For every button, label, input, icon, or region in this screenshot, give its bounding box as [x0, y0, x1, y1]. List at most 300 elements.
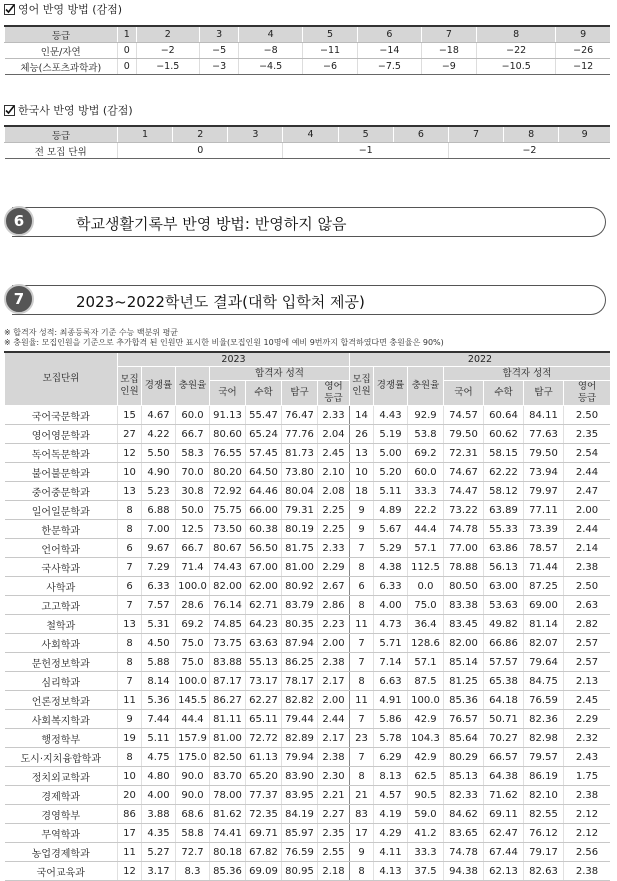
result-value: 8: [118, 634, 142, 653]
result-value: 82.33: [444, 786, 484, 805]
table-row: [5, 520, 611, 539]
fill-rate-header: 충원율: [176, 367, 210, 406]
result-value: 74.67: [444, 463, 484, 482]
result-value: 7: [118, 596, 142, 615]
result-value: 2.44: [564, 463, 611, 482]
result-value: 17: [350, 824, 374, 843]
result-value: 3.17: [142, 862, 176, 881]
result-value: 74.78: [444, 520, 484, 539]
result-value: 23: [350, 729, 374, 748]
result-value: 12: [118, 444, 142, 463]
result-value: 12: [118, 862, 142, 881]
result-value: 11: [118, 691, 142, 710]
unit-name: 국사학과: [5, 558, 118, 577]
result-value: 5.27: [142, 843, 176, 862]
unit-name: 중어중문학과: [5, 482, 118, 501]
english-title-text: 영어 반영 방법 (감점): [18, 3, 123, 16]
grade-value: 0: [118, 43, 137, 59]
result-value: 87.17: [210, 672, 246, 691]
result-value: 7.14: [374, 653, 408, 672]
fill-rate-header: 충원율: [408, 367, 444, 406]
result-value: 10: [118, 463, 142, 482]
grade-value: −14: [358, 43, 421, 59]
result-value: 80.20: [210, 463, 246, 482]
result-value: 80.35: [282, 615, 318, 634]
result-value: 6.33: [374, 577, 408, 596]
result-value: 72.72: [246, 729, 282, 748]
unit-name: 일어일문학과: [5, 501, 118, 520]
section-7-title: 2023~2022학년도 결과(대학 입학처 제공): [76, 293, 365, 311]
result-value: 73.39: [524, 520, 564, 539]
result-value: 2.13: [564, 672, 611, 691]
result-value: 76.57: [444, 710, 484, 729]
result-value: 4.22: [142, 425, 176, 444]
unit-name: 경제학과: [5, 786, 118, 805]
result-value: 33.3: [408, 843, 444, 862]
result-value: 2.18: [318, 862, 350, 881]
result-value: 10: [118, 767, 142, 786]
result-value: 37.5: [408, 862, 444, 881]
result-value: 69.71: [246, 824, 282, 843]
grade-value: −1.5: [136, 59, 199, 75]
result-value: 66.86: [484, 634, 524, 653]
result-value: 85.13: [444, 767, 484, 786]
result-value: 8: [118, 520, 142, 539]
result-value: 74.43: [210, 558, 246, 577]
result-value: 85.97: [282, 824, 318, 843]
result-value: 4.50: [142, 634, 176, 653]
result-value: 2.57: [564, 634, 611, 653]
result-value: 57.45: [246, 444, 282, 463]
result-value: 112.5: [408, 558, 444, 577]
result-value: 80.67: [210, 539, 246, 558]
result-value: 57.1: [408, 539, 444, 558]
result-value: 2.25: [318, 501, 350, 520]
result-value: 8: [350, 672, 374, 691]
results-table: [4, 351, 610, 881]
result-value: 80.50: [444, 577, 484, 596]
result-value: 73.94: [524, 463, 564, 482]
result-value: 11: [350, 691, 374, 710]
result-value: 14: [350, 406, 374, 425]
result-value: 42.9: [408, 710, 444, 729]
history-score-table: [4, 125, 610, 159]
result-value: 72.35: [246, 805, 282, 824]
table-row: [5, 463, 611, 482]
result-value: 62.13: [484, 862, 524, 881]
result-value: 69.2: [408, 444, 444, 463]
result-value: 2.63: [564, 596, 611, 615]
result-value: 55.33: [484, 520, 524, 539]
result-value: 9: [118, 710, 142, 729]
result-value: 6: [350, 577, 374, 596]
unit-name: 농업경제학과: [5, 843, 118, 862]
unit-name: 사회학과: [5, 634, 118, 653]
result-value: 64.46: [246, 482, 282, 501]
result-value: 104.3: [408, 729, 444, 748]
english-section-title: [4, 3, 122, 17]
grade-header-cell: 8: [504, 126, 559, 143]
result-value: 175.0: [176, 748, 210, 767]
table-row: [5, 596, 611, 615]
result-value: 64.38: [484, 767, 524, 786]
result-value: 22.2: [408, 501, 444, 520]
result-value: 2.50: [564, 577, 611, 596]
result-value: 82.63: [524, 862, 564, 881]
result-value: 2.00: [318, 691, 350, 710]
result-value: 78.00: [210, 786, 246, 805]
result-value: 4.89: [374, 501, 408, 520]
grade-value: −5: [199, 43, 239, 59]
result-value: 5.11: [374, 482, 408, 501]
unit-name: 심리학과: [5, 672, 118, 691]
result-value: 9: [350, 501, 374, 520]
result-value: 58.8: [176, 824, 210, 843]
result-value: 77.37: [246, 786, 282, 805]
result-value: 85.14: [444, 653, 484, 672]
grade-header-cell: 6: [358, 26, 421, 43]
score-group-header: 합격자 성적: [444, 367, 611, 381]
result-value: 60.64: [484, 406, 524, 425]
result-value: 4.43: [374, 406, 408, 425]
result-value: 7: [118, 672, 142, 691]
result-value: 2.33: [318, 406, 350, 425]
history-section-title: [4, 104, 133, 118]
result-value: 65.20: [246, 767, 282, 786]
result-value: 2.38: [564, 558, 611, 577]
table-header-row: [5, 126, 611, 143]
result-value: 2.56: [564, 843, 611, 862]
result-value: 84.19: [282, 805, 318, 824]
result-value: 7: [350, 634, 374, 653]
recruit-header: 모집 인원: [350, 367, 374, 406]
unit-name: 문헌정보학과: [5, 653, 118, 672]
result-value: 75.75: [210, 501, 246, 520]
grade-value: −4.5: [239, 59, 302, 75]
table-row: [5, 501, 611, 520]
result-value: 4.73: [374, 615, 408, 634]
result-value: 6.33: [142, 577, 176, 596]
result-value: 69.09: [246, 862, 282, 881]
result-value: 2.33: [318, 539, 350, 558]
result-value: 77.00: [444, 539, 484, 558]
result-value: 81.00: [282, 558, 318, 577]
result-value: 13: [350, 444, 374, 463]
result-value: 60.0: [176, 406, 210, 425]
result-value: 62.27: [246, 691, 282, 710]
result-value: 2.38: [564, 862, 611, 881]
unit-name: 국어국문학과: [5, 406, 118, 425]
result-value: 77.76: [282, 425, 318, 444]
result-value: 9: [350, 843, 374, 862]
result-value: 4.13: [374, 862, 408, 881]
result-value: 7.57: [142, 596, 176, 615]
result-value: 65.38: [484, 672, 524, 691]
note-line: ※ 합격자 성적: 최종등록자 기준 수능 백분위 평균: [4, 328, 179, 337]
result-value: 2.35: [318, 824, 350, 843]
table-row: [5, 406, 611, 425]
section-number-badge: 7: [4, 284, 34, 314]
result-value: 4.19: [374, 805, 408, 824]
result-value: 44.4: [176, 710, 210, 729]
unit-name: 행정학부: [5, 729, 118, 748]
result-value: 76.59: [524, 691, 564, 710]
result-value: 62.47: [484, 824, 524, 843]
result-value: 2.32: [564, 729, 611, 748]
result-value: 4.75: [142, 748, 176, 767]
result-value: 6.88: [142, 501, 176, 520]
grade-value: 0: [118, 59, 137, 75]
grade-header-cell: 5: [338, 126, 393, 143]
result-value: 8: [118, 748, 142, 767]
result-value: 145.5: [176, 691, 210, 710]
year-header-row: [5, 352, 611, 367]
result-value: 66.57: [484, 748, 524, 767]
result-value: 57.57: [484, 653, 524, 672]
result-value: 55.47: [246, 406, 282, 425]
result-value: 5.78: [374, 729, 408, 748]
result-value: 4.90: [142, 463, 176, 482]
result-value: 82.10: [524, 786, 564, 805]
result-value: 81.62: [210, 805, 246, 824]
result-value: 2.25: [318, 520, 350, 539]
note-line: ※ 충원율: 모집인원을 기준으로 추가합격 된 인원만 표시한 비율(모집인원 10명에 예비 9번까지 합격하였다면 충원율은 90%): [4, 338, 444, 347]
table-row: [5, 805, 611, 824]
result-value: 8: [350, 862, 374, 881]
result-value: 2.43: [564, 748, 611, 767]
result-value: 57.1: [408, 653, 444, 672]
result-value: 8.3: [176, 862, 210, 881]
result-value: 27: [118, 425, 142, 444]
table-row: [5, 482, 611, 501]
result-value: 17: [118, 824, 142, 843]
table-row: [5, 539, 611, 558]
competition-header: 경쟁률: [142, 367, 176, 406]
result-value: 157.9: [176, 729, 210, 748]
grade-header-cell: 8: [477, 26, 556, 43]
table-row: [5, 862, 611, 881]
result-value: 82.00: [444, 634, 484, 653]
result-value: 60.38: [246, 520, 282, 539]
result-value: 76.12: [524, 824, 564, 843]
result-value: 82.89: [282, 729, 318, 748]
unit-name: 불어불문학과: [5, 463, 118, 482]
result-value: 2.57: [564, 653, 611, 672]
result-value: 5.50: [142, 444, 176, 463]
result-value: 82.50: [210, 748, 246, 767]
result-value: 74.85: [210, 615, 246, 634]
result-value: 79.94: [282, 748, 318, 767]
unit-name: 한문학과: [5, 520, 118, 539]
result-value: 100.0: [176, 672, 210, 691]
inquiry-header: 탐구: [282, 381, 318, 406]
result-value: 5.88: [142, 653, 176, 672]
section-6-title: 학교생활기록부 반영 방법: 반영하지 않음: [76, 215, 347, 233]
table-row: [5, 43, 611, 59]
result-value: 5.31: [142, 615, 176, 634]
result-value: 58.3: [176, 444, 210, 463]
unit-name: 사학과: [5, 577, 118, 596]
result-value: 2.00: [564, 501, 611, 520]
result-value: 70.0: [176, 463, 210, 482]
result-value: 9.67: [142, 539, 176, 558]
result-value: 79.50: [524, 444, 564, 463]
result-value: 60.62: [484, 425, 524, 444]
result-value: 4.35: [142, 824, 176, 843]
grade-value: −22: [477, 43, 556, 59]
grade-value: −8: [239, 43, 302, 59]
row-label: 인문/자연: [5, 43, 118, 59]
result-value: 82.07: [524, 634, 564, 653]
result-value: 83.90: [282, 767, 318, 786]
english-score-table: [4, 25, 610, 75]
result-value: 72.7: [176, 843, 210, 862]
result-value: 5.67: [374, 520, 408, 539]
grade-value: −7.5: [358, 59, 421, 75]
grade-header-cell: 9: [559, 126, 610, 143]
result-value: 81.25: [444, 672, 484, 691]
result-value: 2.55: [318, 843, 350, 862]
table-row: [5, 691, 611, 710]
result-value: 70.27: [484, 729, 524, 748]
result-value: 15: [118, 406, 142, 425]
grade-value: −6: [302, 59, 357, 75]
result-value: 30.8: [176, 482, 210, 501]
result-value: 71.44: [524, 558, 564, 577]
result-value: 49.82: [484, 615, 524, 634]
result-value: 72.31: [444, 444, 484, 463]
result-value: 4.57: [374, 786, 408, 805]
result-value: 79.97: [524, 482, 564, 501]
result-value: 61.13: [246, 748, 282, 767]
result-value: 1.75: [564, 767, 611, 786]
result-value: 11: [118, 843, 142, 862]
table-row: [5, 577, 611, 596]
result-value: 75.0: [176, 653, 210, 672]
result-value: 92.9: [408, 406, 444, 425]
result-value: 58.12: [484, 482, 524, 501]
result-value: 56.13: [484, 558, 524, 577]
result-value: 5.86: [374, 710, 408, 729]
result-value: 77.63: [524, 425, 564, 444]
grade-value: −26: [556, 43, 610, 59]
result-value: 83.70: [210, 767, 246, 786]
result-value: 5.20: [374, 463, 408, 482]
result-value: 68.6: [176, 805, 210, 824]
result-value: 90.0: [176, 767, 210, 786]
result-value: 10: [350, 463, 374, 482]
result-value: 85.36: [444, 691, 484, 710]
grade-header-cell: 5: [302, 26, 357, 43]
result-value: 2.14: [564, 539, 611, 558]
section-number-badge: 6: [4, 206, 34, 236]
result-value: 83: [350, 805, 374, 824]
result-value: 2.67: [318, 577, 350, 596]
result-value: 63.63: [246, 634, 282, 653]
table-row: [5, 444, 611, 463]
english-grade-header: 영어 등급: [318, 381, 350, 406]
result-value: 86.19: [524, 767, 564, 786]
table-row: [5, 748, 611, 767]
result-value: 66.00: [246, 501, 282, 520]
result-value: 63.00: [484, 577, 524, 596]
result-value: 80.60: [210, 425, 246, 444]
result-value: 4.80: [142, 767, 176, 786]
result-value: 7: [118, 558, 142, 577]
competition-header: 경쟁률: [374, 367, 408, 406]
grade-header-cell: 1: [118, 126, 173, 143]
result-value: 90.5: [408, 786, 444, 805]
table-row: [5, 767, 611, 786]
unit-name: 경영학부: [5, 805, 118, 824]
result-value: 73.75: [210, 634, 246, 653]
result-value: 2.35: [564, 425, 611, 444]
result-value: 2.45: [318, 444, 350, 463]
result-value: 7.00: [142, 520, 176, 539]
result-value: 7: [350, 539, 374, 558]
result-value: 74.57: [444, 406, 484, 425]
result-value: 58.15: [484, 444, 524, 463]
result-value: 2.23: [318, 615, 350, 634]
result-value: 41.2: [408, 824, 444, 843]
result-value: 82.00: [210, 577, 246, 596]
grade-header-cell: 9: [556, 26, 610, 43]
result-value: 81.73: [282, 444, 318, 463]
result-value: 2.21: [318, 786, 350, 805]
result-value: 7: [350, 748, 374, 767]
year-2022-header: 2022: [350, 352, 611, 367]
result-value: 7.29: [142, 558, 176, 577]
result-value: 4.38: [374, 558, 408, 577]
table-row: [5, 729, 611, 748]
table-row: [5, 824, 611, 843]
result-value: 81.14: [524, 615, 564, 634]
result-value: 85.36: [210, 862, 246, 881]
result-value: 100.0: [408, 691, 444, 710]
result-value: 86.25: [282, 653, 318, 672]
result-value: 6.63: [374, 672, 408, 691]
result-value: 2.38: [564, 786, 611, 805]
result-value: 73.22: [444, 501, 484, 520]
result-value: 86.27: [210, 691, 246, 710]
result-value: 50.71: [484, 710, 524, 729]
result-value: 82.36: [524, 710, 564, 729]
result-value: 5.29: [374, 539, 408, 558]
grade-1-3-value: 0: [118, 143, 283, 159]
result-value: 2.82: [564, 615, 611, 634]
result-value: 74.41: [210, 824, 246, 843]
result-value: 6: [118, 539, 142, 558]
result-value: 82.55: [524, 805, 564, 824]
result-value: 66.7: [176, 425, 210, 444]
grade-value: −9: [421, 59, 476, 75]
result-value: 53.63: [484, 596, 524, 615]
result-value: 2.17: [318, 729, 350, 748]
table-row: [5, 558, 611, 577]
checkbox-icon: [4, 4, 15, 15]
result-value: 62.71: [246, 596, 282, 615]
result-value: 2.86: [318, 596, 350, 615]
result-value: 55.13: [246, 653, 282, 672]
result-value: 19: [118, 729, 142, 748]
result-value: 80.18: [210, 843, 246, 862]
grade-header-label: 등급: [5, 126, 118, 143]
result-value: 80.04: [282, 482, 318, 501]
result-value: 2.08: [318, 482, 350, 501]
grade-4-6-value: −1: [283, 143, 448, 159]
result-value: 94.38: [444, 862, 484, 881]
grade-header-cell: 3: [228, 126, 283, 143]
